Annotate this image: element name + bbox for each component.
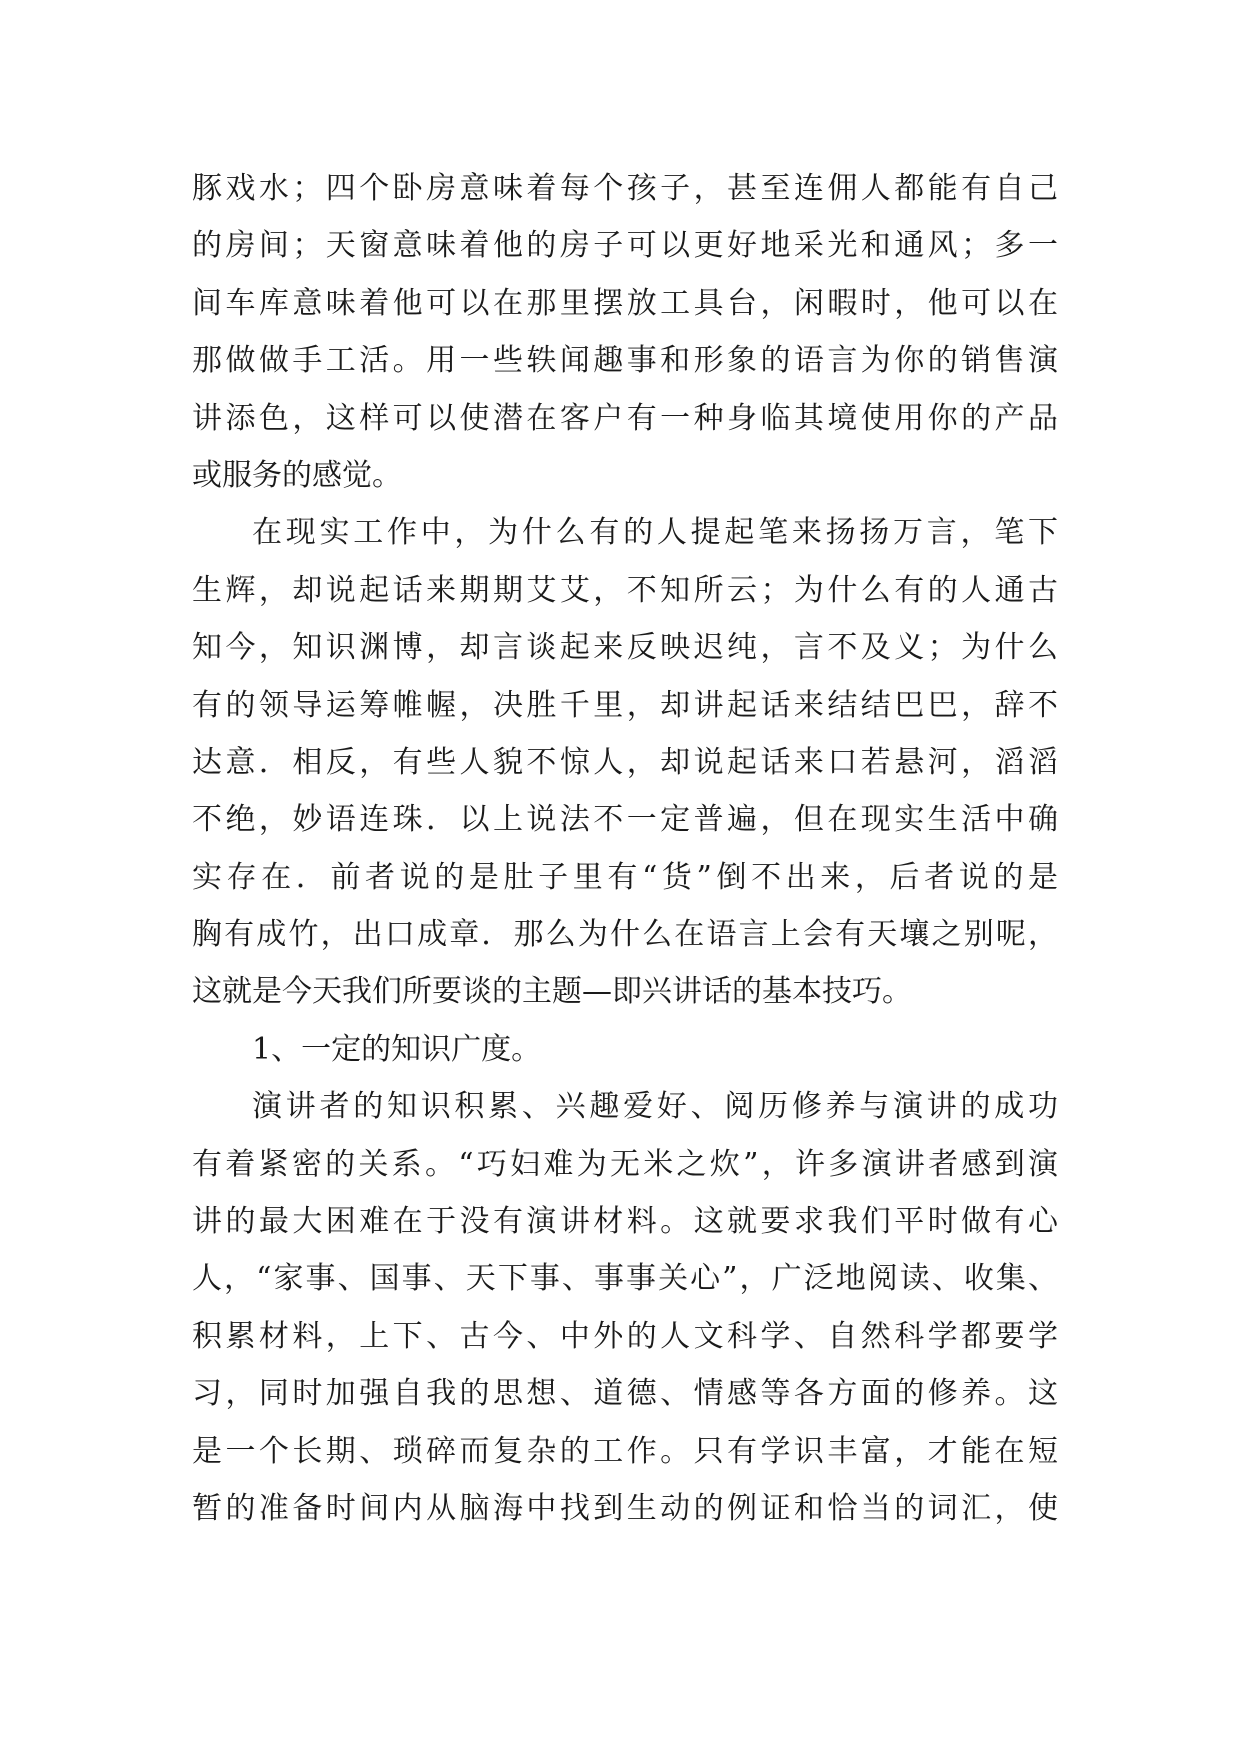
text-line: 知今，知识渊博，却言谈起来反映迟纯，言不及义；为什么	[192, 630, 1058, 666]
text-line: 或服务的感觉。	[192, 457, 402, 493]
text-line: 人，“家事、国事、天下事、事事关心”，广泛地阅读、收集、	[192, 1261, 1058, 1297]
text-line: 实存在．前者说的是肚子里有“货”倒不出来，后者说的是	[192, 859, 1058, 895]
text-line: 在现实工作中，为什么有的人提起笔来扬扬万言，笔下	[252, 515, 1058, 551]
text-line: 间车库意味着他可以在那里摆放工具台，闲暇时，他可以在	[192, 285, 1058, 321]
text-line: 有着紧密的关系。“巧妇难为无米之炊”，许多演讲者感到演	[192, 1146, 1058, 1182]
text-line: 生辉，却说起话来期期艾艾，不知所云；为什么有的人通古	[192, 572, 1058, 608]
text-line: 的房间；天窗意味着他的房子可以更好地采光和通风；多一	[192, 228, 1058, 264]
text-line: 豚戏水；四个卧房意味着每个孩子，甚至连佣人都能有自己	[192, 171, 1058, 206]
text-line: 达意．相反，有些人貌不惊人，却说起话来口若悬河，滔滔	[192, 744, 1058, 780]
text-line: 习，同时加强自我的思想、道德、情感等各方面的修养。这	[192, 1376, 1058, 1412]
text-line: 胸有成竹，出口成章．那么为什么在语言上会有天壤之别呢，	[192, 917, 1058, 953]
document-body	[192, 160, 1058, 1537]
text-line: 讲添色，这样可以使潜在客户有一种身临其境使用你的产品	[192, 400, 1058, 436]
text-line: 不绝，妙语连珠．以上说法不一定普遍，但在现实生活中确	[192, 802, 1058, 838]
text-line: 这就是今天我们所要谈的主题—即兴讲话的基本技巧。	[192, 974, 912, 1010]
text-line: 积累材料，上下、古今、中外的人文科学、自然科学都要学	[192, 1318, 1058, 1354]
text-line: 是一个长期、琐碎而复杂的工作。只有学识丰富，才能在短	[192, 1433, 1058, 1469]
text-line: 那做做手工活。用一些轶闻趣事和形象的语言为你的销售演	[192, 343, 1058, 379]
text-line: 讲的最大困难在于没有演讲材料。这就要求我们平时做有心	[192, 1204, 1058, 1240]
text-line: 演讲者的知识积累、兴趣爱好、阅历修养与演讲的成功	[252, 1089, 1058, 1125]
text-line: 1、一定的知识广度。	[252, 1031, 542, 1067]
text-line: 暂的准备时间内从脑海中找到生动的例证和恰当的词汇，使	[192, 1490, 1058, 1526]
text-line: 有的领导运筹帷幄，决胜千里，却讲起话来结结巴巴，辞不	[192, 687, 1058, 723]
